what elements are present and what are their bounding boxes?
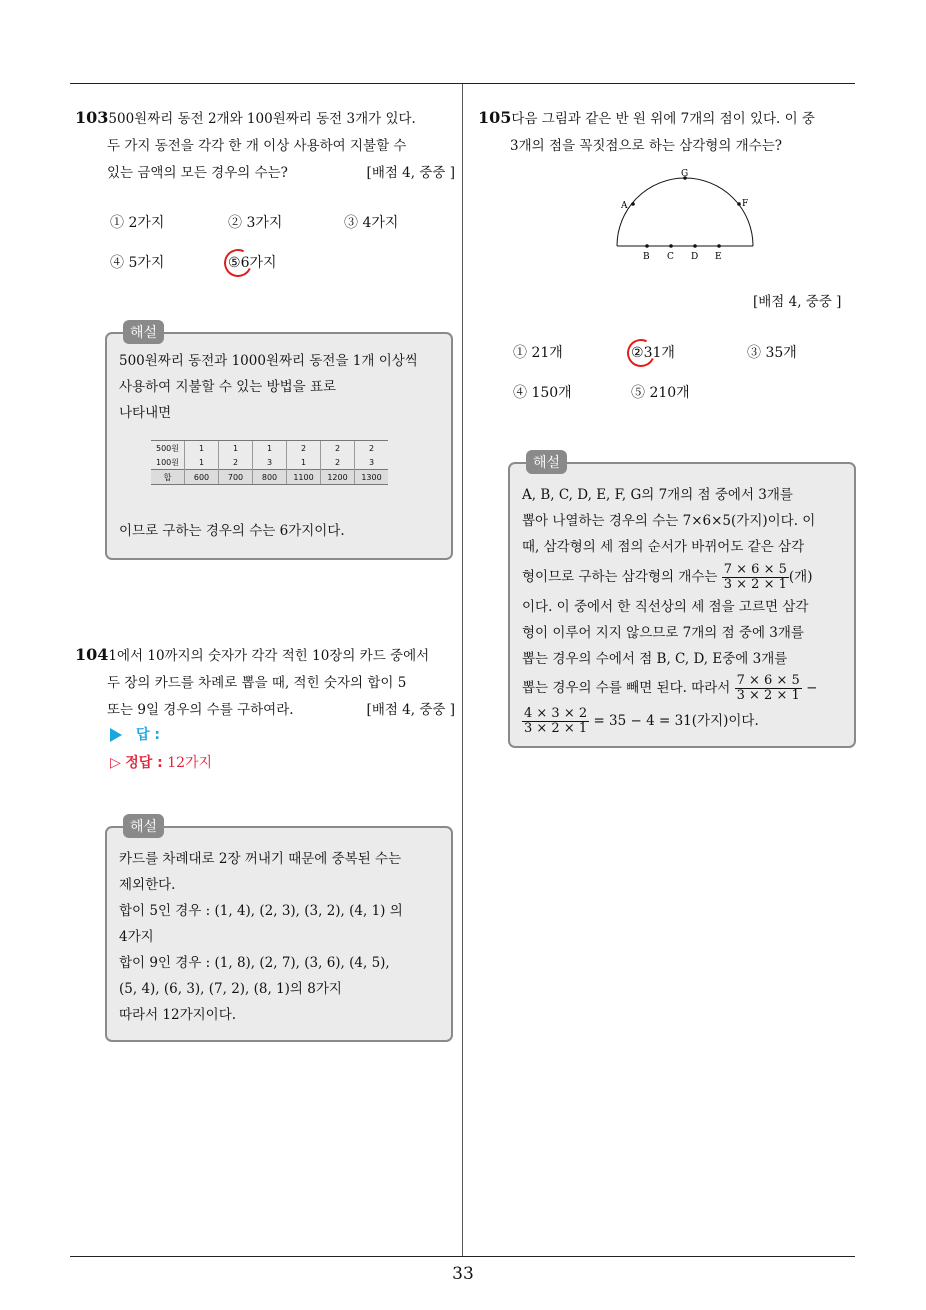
question-text: 두 장의 카드를 차례로 뽑을 때, 적힌 숫자의 합이 5 [107, 675, 407, 691]
table-cell: 1200 [321, 470, 355, 485]
question-number: 104 [75, 645, 109, 664]
question-text: 500원짜리 동전 2개와 100원짜리 동전 3개가 있다. [108, 111, 416, 127]
column-divider [462, 84, 463, 1256]
table-cell: 1 [219, 441, 253, 456]
solution-text: 사용하여 지불할 수 있는 방법을 표로 [119, 379, 337, 395]
fraction: $\frac{7 \times 6 \times 5}{3 \times 2 \times 1}$ [736, 673, 800, 703]
table-cell: 1 [185, 455, 219, 470]
table-cell: 800 [253, 470, 287, 485]
solution-text: 때, 삼각형의 세 점의 순서가 바뀌어도 같은 삼각 [522, 539, 805, 555]
table-row [151, 441, 388, 456]
question-text: 1에서 10까지의 숫자가 각각 적힌 10장의 카드 중에서 [108, 648, 430, 664]
difficulty-label: [배점 4, 중중 ] [753, 294, 842, 310]
solution-text: (개) [788, 569, 813, 585]
solution-text: 카드를 차례대로 2장 꺼내기 때문에 중복된 수는 [119, 851, 402, 867]
selected-mark-icon [220, 245, 256, 281]
table-row [151, 455, 388, 470]
table-cell: 700 [219, 470, 253, 485]
question-103 [75, 104, 455, 187]
question-104 [75, 641, 455, 724]
table-cell: 2 [355, 441, 389, 456]
coin-table [151, 440, 388, 485]
fraction: $\frac{4 \times 3 \times 2}{3 \times 2 \times 1}$ [524, 706, 588, 736]
table-cell: 합 [151, 470, 185, 485]
solution-text: A, B, C, D, E, F, G의 7개의 점 중에서 3개를 [522, 487, 793, 503]
choice-3[interactable]: ③ 4가지 [344, 215, 399, 231]
bottom-rule [70, 1256, 855, 1257]
minus-sign: − [806, 680, 818, 696]
table-cell: 1100 [287, 470, 321, 485]
table-cell: 1 [253, 441, 287, 456]
choice-2-selected[interactable]: ②31개 [631, 342, 675, 362]
solution-text: 나타내면 [119, 405, 172, 421]
solution-text: 제외한다. [119, 877, 176, 893]
outline-arrow-icon: ▷ [110, 755, 121, 771]
point-label: B [643, 252, 650, 262]
answer-input-row[interactable] [110, 724, 160, 744]
point-label: F [742, 199, 749, 209]
question-105 [478, 104, 858, 160]
choice-5[interactable]: ⑤ 210개 [631, 385, 690, 401]
choice-1[interactable]: ① 2가지 [110, 215, 165, 231]
solution-text: 따라서 12가지이다. [119, 1007, 237, 1023]
question-text: 3개의 점을 꼭짓점으로 하는 삼각형의 개수는? [510, 138, 783, 154]
solution-text: 뽑는 경우의 수에서 점 B, C, D, E중에 3개를 [522, 651, 788, 667]
solution-box-104 [105, 819, 453, 1042]
question-text: 있는 금액의 모든 경우의 수는? [107, 165, 288, 181]
solution-text: 합이 9인 경우 : (1, 8), (2, 7), (3, 6), (4, 5), [119, 955, 390, 971]
solution-text: 이므로 구하는 경우의 수는 6가지이다. [119, 523, 345, 539]
solution-box-103 [105, 325, 453, 560]
point-label: G [681, 169, 689, 179]
question-number: 103 [75, 108, 109, 127]
solution-text: (5, 4), (6, 3), (7, 2), (8, 1)의 8가지 [119, 981, 342, 997]
solution-box-105 [508, 455, 856, 748]
page-number: 33 [452, 1264, 474, 1284]
choice-2[interactable]: ② 3가지 [228, 215, 283, 231]
solution-text: 500원짜리 동전과 1000원짜리 동전을 1개 이상씩 [119, 353, 418, 369]
table-cell: 2 [321, 441, 355, 456]
point-label: C [667, 252, 674, 262]
question-text: 또는 9일 경우의 수를 구하여라. [107, 702, 294, 718]
table-cell: 100원 [156, 457, 179, 467]
choice-3[interactable]: ③ 35개 [747, 345, 797, 361]
point-label: E [715, 252, 722, 262]
difficulty-label: [배점 4, 중중 ] [366, 702, 455, 718]
solution-text: 뽑는 경우의 수를 빼면 된다. 따라서 [522, 680, 731, 696]
solution-text: 뽑아 나열하는 경우의 수는 7×6×5(가지)이다. 이 [522, 513, 816, 529]
table-cell: 1300 [355, 470, 389, 485]
question-text: 다음 그림과 같은 반 원 위에 7개의 점이 있다. 이 중 [511, 111, 815, 127]
choice-1[interactable]: ① 21개 [513, 345, 563, 361]
table-cell: 2 [321, 455, 355, 470]
question-text: 두 가지 동전을 각각 한 개 이상 사용하여 지불할 수 [107, 138, 407, 154]
choice-5-selected[interactable]: ⑤6가지 [228, 252, 277, 272]
correct-value: 12가지 [167, 755, 213, 771]
solution-text: = 35 − 4 = 31(가지)이다. [593, 713, 759, 729]
selected-mark-icon [623, 335, 659, 371]
choice-4[interactable]: ④ 5가지 [110, 255, 165, 271]
solution-text: 합이 5인 경우 : (1, 4), (2, 3), (3, 2), (4, 1) 의 [119, 903, 403, 919]
solution-text: 형이 이루어 지지 않으므로 7개의 점 중에 3개를 [522, 625, 804, 641]
table-cell: 1 [287, 455, 321, 470]
point-label: A [621, 201, 628, 211]
answer-label: 답 : [136, 727, 160, 743]
play-arrow-icon [110, 728, 122, 742]
question-number: 105 [478, 108, 512, 127]
choice-4[interactable]: ④ 150개 [513, 385, 572, 401]
semicircle-figure [605, 162, 765, 267]
solution-text: 이다. 이 중에서 한 직선상의 세 점을 고르면 삼각 [522, 599, 809, 615]
point-label: D [691, 252, 699, 262]
table-row [151, 470, 388, 485]
table-cell: 2 [219, 455, 253, 470]
table-cell: 3 [355, 455, 389, 470]
solution-text: 형이므로 구하는 삼각형의 개수는 [522, 569, 718, 585]
difficulty-label: [배점 4, 중중 ] [366, 165, 455, 181]
solution-tag: 해설 [526, 450, 567, 474]
table-cell: 3 [253, 455, 287, 470]
correct-answer-row [110, 752, 212, 772]
fraction: $\frac{7 \times 6 \times 5}{3 \times 2 \times 1}$ [723, 562, 787, 592]
solution-text: 4가지 [119, 929, 154, 945]
table-cell: 1 [185, 441, 219, 456]
table-cell: 500원 [151, 441, 185, 456]
solution-tag: 해설 [123, 320, 164, 344]
correct-label: 정답 : [125, 755, 163, 771]
table-cell: 2 [287, 441, 321, 456]
table-cell: 600 [185, 470, 219, 485]
solution-tag: 해설 [123, 814, 164, 838]
